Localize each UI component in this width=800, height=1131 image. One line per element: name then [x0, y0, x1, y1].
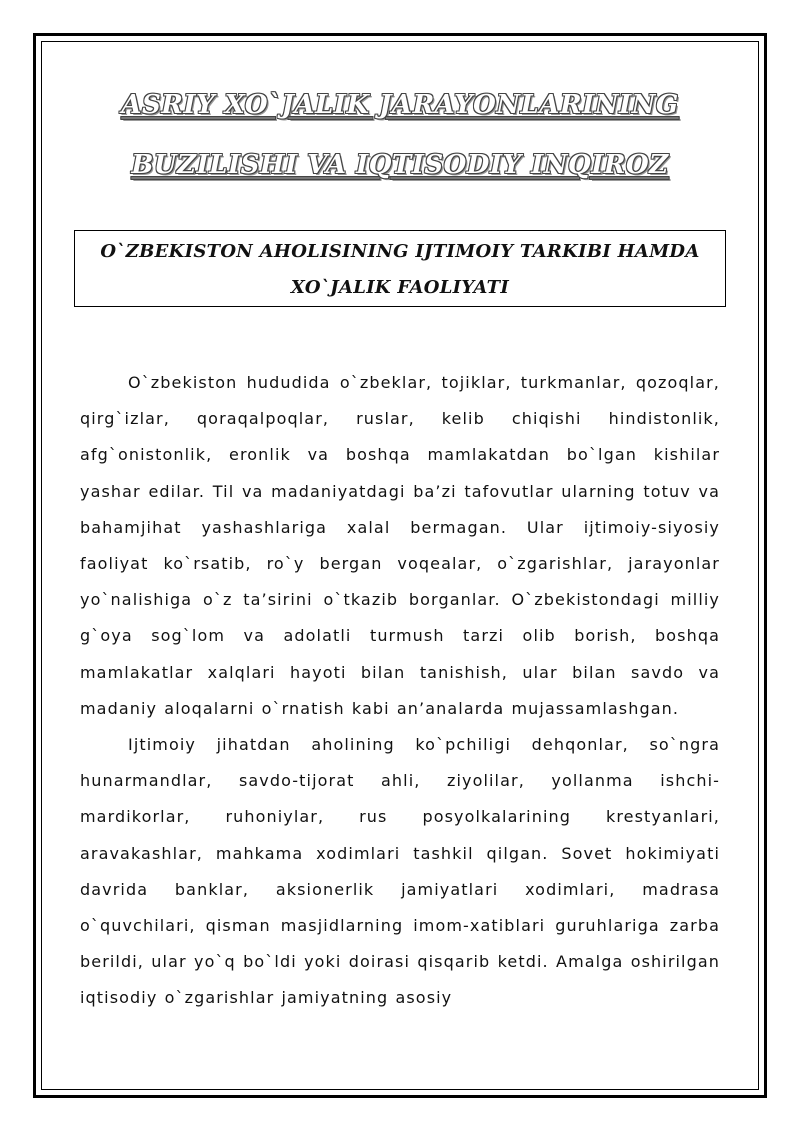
section-heading-box	[74, 230, 726, 307]
paragraph: Ijtimoiy jihatdan aholining ko`pchiligi dehqonlar, so`ngra hunarmandlar, savdo-tijorat ahli, ziyolilar, yollanma ishchi-mardikorlar, ruhoniylar, rus posyolkalarining krestyanlari, aravakashlar, mahkama xodimlari tashkil qilgan. Sovet hokimiyati davrida banklar, aksionerlik jamiyatlari xodimlari, madrasa o`quvchilari, qisman masjidlarning imom-xatiblari guruhlariga zarba berildi, ular yo`q bo`ldi yoki doirasi qisqarib ketdi. Amalga oshirilgan iqtisodiy o`zgarishlar jamiyatning asosiy	[80, 735, 720, 1008]
section-heading-line-2: XO`JALIK FAOLIYATI	[290, 277, 510, 298]
paragraph: O`zbekiston hududida o`zbeklar, tojiklar, turkmanlar, qozoqlar, qirg`izlar, qoraqalpoqlar, ruslar, kelib chiqishi hindistonlik, afg`onistonlik, eronlik va boshqa mamlakatdan bo`lgan kishilar yashar edilar. Til va madaniyatdagi ba’zi tafovutlar ularning totuv va bahamjihat yashashlariga xalal bermagan. Ular ijtimoiy-siyosiy faoliyat ko`rsatib, ro`y bergan voqealar, o`zgarishlar, jarayonlar yo`nalishiga o`z ta’sirini o`tkazib borganlar. O`zbekistondagi milliy g`oya sog`lom va adolatli turmush tarzi olib borish, boshqa mamlakatlar xalqlari hayoti bilan tanishish, ular bilan savdo va madaniy aloqalarni o`rnatish kabi an’analarda mujassamlashgan.	[80, 373, 720, 718]
section-heading-line-1: O`ZBEKISTON AHOLISINING IJTIMOIY TARKIBI HAMDA	[100, 241, 700, 262]
page-title	[60, 75, 740, 195]
body-text	[80, 365, 720, 1017]
page-title-line-2: BUZILISHI VA IQTISODIY INQIROZ	[131, 150, 669, 180]
page-title-line-1: ASRIY XO`JALIK JARAYONLARINING	[121, 90, 679, 120]
